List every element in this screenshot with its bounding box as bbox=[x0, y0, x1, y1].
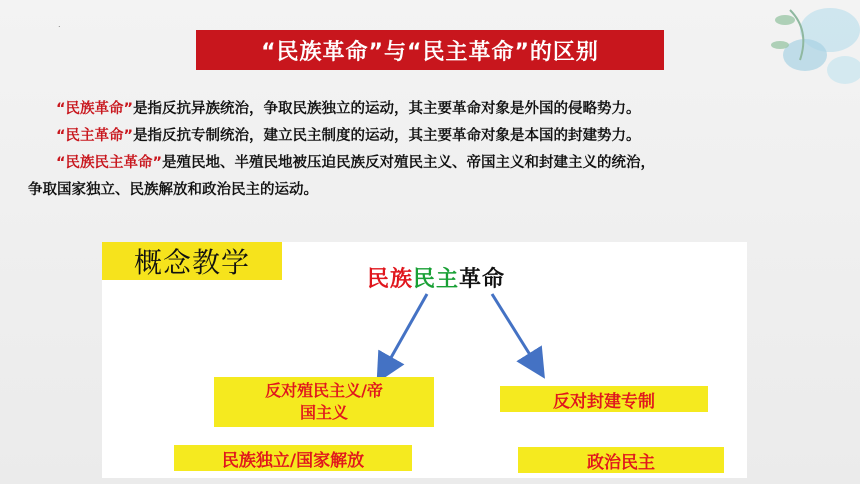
term-part-ethnic: 民族 bbox=[367, 266, 414, 292]
arrow-right-icon bbox=[492, 294, 537, 366]
box-line: 反对殖民主义/帝 bbox=[265, 381, 383, 400]
definition-ethnic-democratic-revolution bbox=[56, 150, 816, 177]
slide-title: “民族革命”与“民主革命”的区别 bbox=[196, 30, 664, 70]
decorative-dot: . bbox=[58, 20, 61, 29]
definition-democratic-revolution bbox=[56, 123, 816, 150]
concept-diagram bbox=[102, 242, 747, 478]
box-anti-colonialism bbox=[214, 377, 434, 427]
term-label: “民族民主革命” bbox=[56, 155, 163, 171]
box-political-democracy: 政治民主 bbox=[518, 447, 724, 473]
concept-tag: 概念教学 bbox=[102, 242, 282, 280]
definition-continuation: 争取国家独立、民族解放和政治民主的运动。 bbox=[28, 182, 318, 198]
box-line: 国主义 bbox=[299, 403, 348, 422]
definition-body: 是指反抗专制统治，建立民主制度的运动，其主要革命对象是本国的封建势力。 bbox=[133, 128, 641, 144]
term-part-revolution: 革命 bbox=[459, 266, 506, 292]
box-national-independence: 民族独立/国家解放 bbox=[174, 445, 412, 471]
term-label: “民族革命” bbox=[56, 101, 134, 117]
term-label: “民主革命” bbox=[56, 128, 134, 144]
definition-ethnic-revolution bbox=[56, 96, 816, 123]
definition-body: 是殖民地、半殖民地被压迫民族反对殖民主义、帝国主义和封建主义的统治， bbox=[162, 155, 656, 171]
definition-body: 是指反抗异族统治，争取民族独立的运动，其主要革命对象是外国的侵略势力。 bbox=[133, 101, 641, 117]
diagram-arrows bbox=[102, 242, 747, 478]
term-part-democratic: 民主 bbox=[413, 266, 460, 292]
definition-text bbox=[28, 96, 816, 204]
arrow-left-icon bbox=[384, 294, 427, 370]
box-anti-feudalism: 反对封建专制 bbox=[500, 386, 708, 412]
